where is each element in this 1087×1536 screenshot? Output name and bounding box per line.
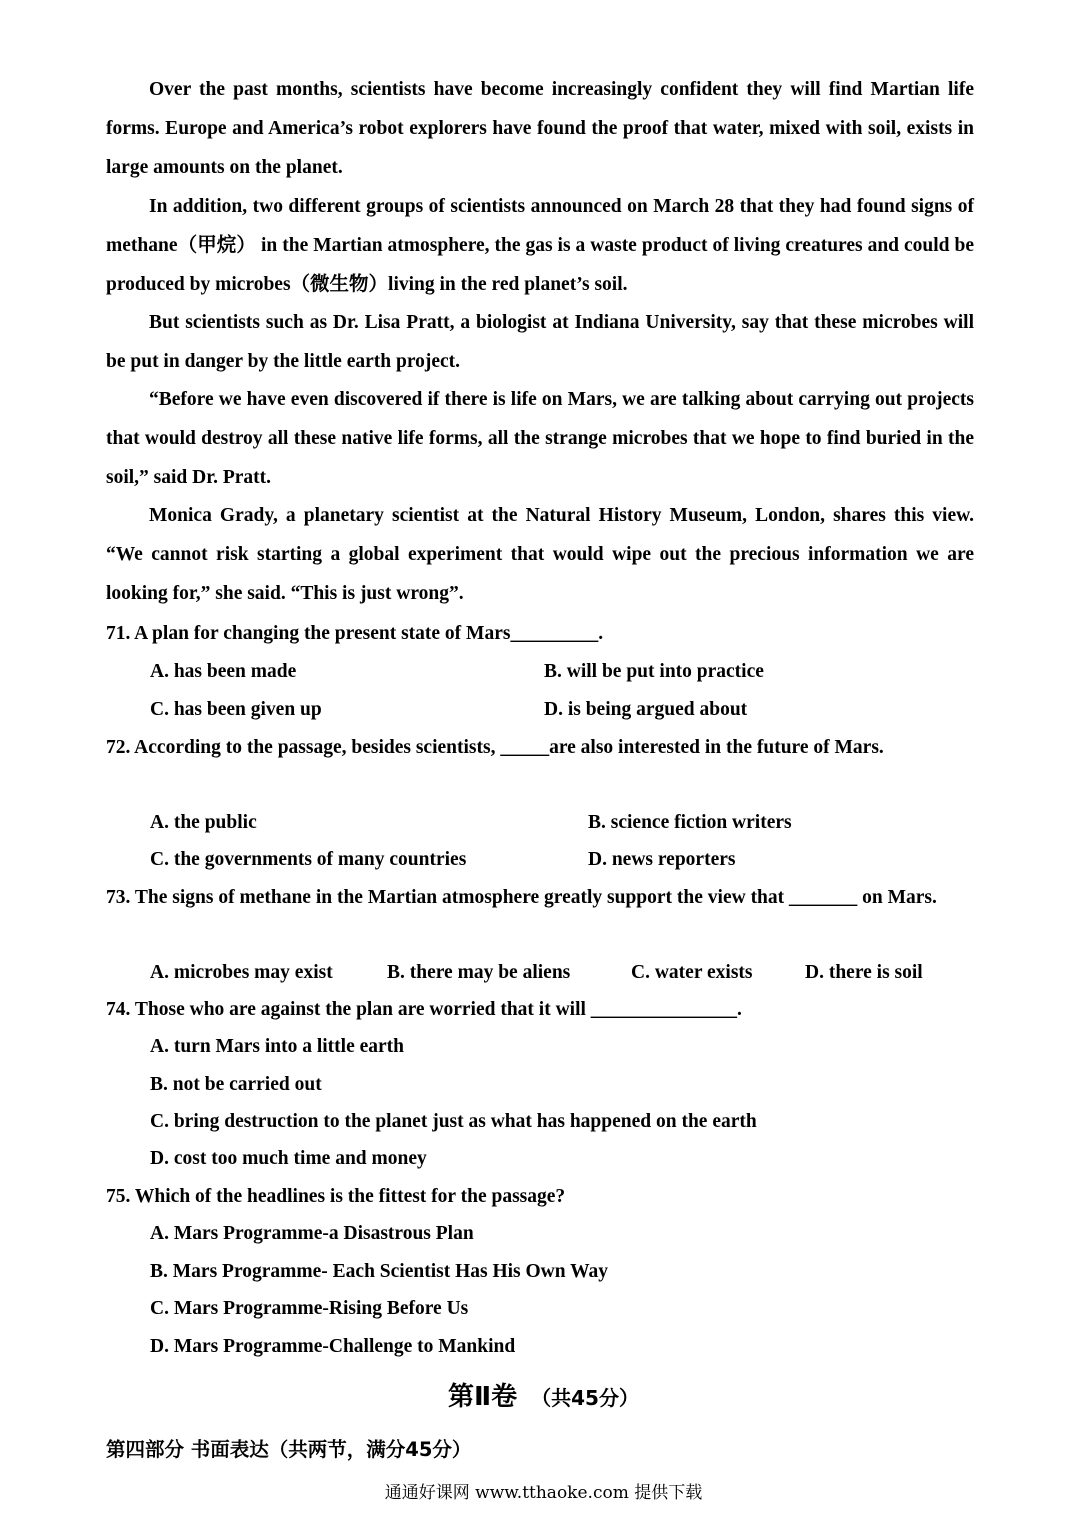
passage-paragraph-4: “Before we have even discovered if there is life on Mars, we are talking about carrying out projects that would destroy all these native life forms, all the strange microbes that we hope to find buried in the soil,” said Dr. Pratt. xyxy=(106,389,974,488)
question-73-option-b: B. there may be aliens xyxy=(387,962,571,983)
passage-paragraph-5: Monica Grady, a planetary scientist at the Natural History Museum, London, shares this view. “We cannot risk starting a global experiment that would wipe out the precious information we are looking for,” she said. “This is just wrong”. xyxy=(106,505,974,604)
question-74-option-b: B. not be carried out xyxy=(150,1074,322,1095)
question-72-option-d: D. news reporters xyxy=(588,849,736,870)
question-73-option-d: D. there is soil xyxy=(805,962,923,983)
section-title xyxy=(0,1376,1087,1413)
question-71-stem: 71. A plan for changing the present state of Mars_________. xyxy=(106,623,604,644)
question-73-stem: 73. The signs of methane in the Martian atmosphere greatly support the view that _______ on Mars. xyxy=(106,887,937,908)
section-score: （共45分） xyxy=(531,1386,639,1410)
question-71-option-a: A. has been made xyxy=(150,661,297,682)
question-72-option-b: B. science fiction writers xyxy=(588,812,792,833)
question-73-option-c: C. water exists xyxy=(631,962,753,983)
passage-paragraph-3: But scientists such as Dr. Lisa Pratt, a biologist at Indiana University, say that these microbes will be put in danger by the little earth project. xyxy=(106,312,974,372)
question-71-option-d: D. is being argued about xyxy=(544,699,748,720)
question-75-option-b: B. Mars Programme- Each Scientist Has His Own Way xyxy=(150,1261,609,1282)
passage-paragraph-1: Over the past months, scientists have become increasingly confident they will find Martian life forms. Europe and America’s robot explorers have found the proof that water, mixed with soil, exists in large amounts on the planet. xyxy=(106,79,974,178)
passage-paragraph-2: In addition, two different groups of scientists announced on March 28 that they had found signs of methane（甲烷） in the Martian atmosphere, the gas is a waste product of living creatures and could be produced by microbes（微生物）living in the red planet’s soil. xyxy=(106,196,974,295)
question-74-stem: 74. Those who are against the plan are worried that it will _______________. xyxy=(106,999,742,1020)
part-heading: 第四部分 书面表达（共两节，满分45分） xyxy=(106,1438,472,1461)
question-73-option-a: A. microbes may exist xyxy=(150,962,333,983)
question-75-stem: 75. Which of the headlines is the fittest for the passage? xyxy=(106,1186,566,1207)
question-75-option-d: D. Mars Programme-Challenge to Mankind xyxy=(150,1336,516,1357)
section-title-text: 第Ⅱ卷 xyxy=(448,1382,518,1412)
question-72-option-c: C. the governments of many countries xyxy=(150,849,467,870)
question-72-stem: 72. According to the passage, besides scientists, _____are also interested in the future of Mars. xyxy=(106,737,884,758)
question-75-option-a: A. Mars Programme-a Disastrous Plan xyxy=(150,1223,474,1244)
question-74-option-c: C. bring destruction to the planet just as what has happened on the earth xyxy=(150,1111,757,1132)
question-72-option-a: A. the public xyxy=(150,812,257,833)
question-75-option-c: C. Mars Programme-Rising Before Us xyxy=(150,1298,469,1319)
page-footer: 通通好课网 www.tthaoke.com 提供下载 xyxy=(384,1483,703,1503)
question-74-option-d: D. cost too much time and money xyxy=(150,1148,427,1169)
question-74-option-a: A. turn Mars into a little earth xyxy=(150,1036,404,1057)
question-71-option-b: B. will be put into practice xyxy=(544,661,764,682)
question-71-option-c: C. has been given up xyxy=(150,699,322,720)
